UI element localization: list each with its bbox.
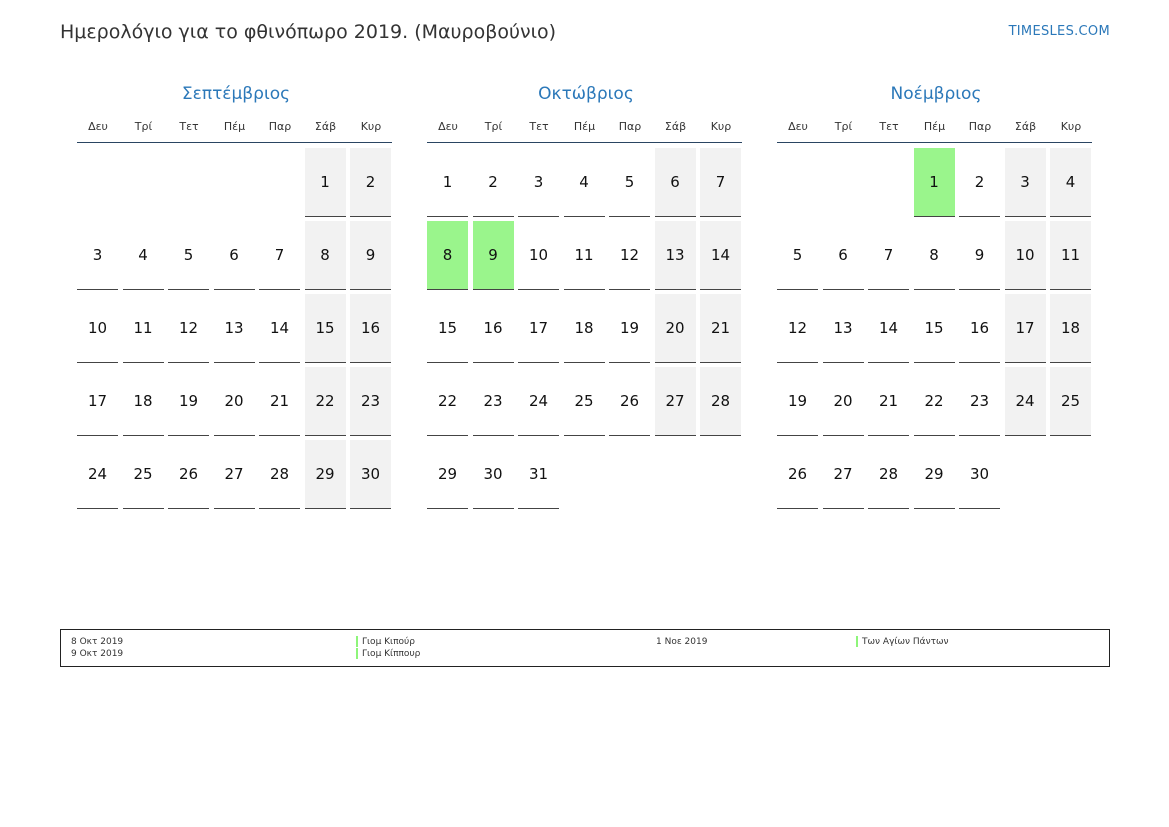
holiday-day-cell[interactable]: 9 <box>473 221 514 290</box>
day-cell[interactable]: 8 <box>914 221 955 290</box>
day-cell[interactable]: 18 <box>564 294 605 363</box>
day-cell[interactable]: 22 <box>427 367 468 436</box>
day-cell[interactable]: 9 <box>959 221 1000 290</box>
day-cell[interactable]: 25 <box>564 367 605 436</box>
day-cell[interactable]: 19 <box>777 367 818 436</box>
day-cell[interactable]: 19 <box>609 294 650 363</box>
day-cell[interactable]: 6 <box>823 221 864 290</box>
day-cell[interactable]: 6 <box>214 221 255 290</box>
day-cell[interactable]: 12 <box>609 221 650 290</box>
day-cell[interactable]: 27 <box>823 440 864 509</box>
day-cell[interactable]: 10 <box>518 221 559 290</box>
day-cell[interactable]: 20 <box>823 367 864 436</box>
day-cell[interactable]: 22 <box>305 367 346 436</box>
day-cell[interactable]: 6 <box>655 148 696 217</box>
weekday-label: Κυρ <box>710 120 732 133</box>
day-cell[interactable]: 30 <box>350 440 391 509</box>
legend-holiday-name: Γιομ Κιπούρ <box>356 636 415 648</box>
day-cell[interactable]: 4 <box>1050 148 1091 217</box>
day-cell[interactable]: 26 <box>609 367 650 436</box>
weekday-label: Τρί <box>484 120 503 133</box>
legend-date: 9 Οκτ 2019 <box>71 649 124 659</box>
day-cell[interactable]: 10 <box>77 294 118 363</box>
day-cell[interactable]: 11 <box>1050 221 1091 290</box>
day-cell[interactable]: 29 <box>427 440 468 509</box>
day-cell[interactable]: 5 <box>777 221 818 290</box>
header-divider <box>427 142 742 143</box>
weekday-label: Κυρ <box>1060 120 1082 133</box>
day-cell[interactable]: 20 <box>214 367 255 436</box>
day-cell[interactable]: 2 <box>473 148 514 217</box>
weekday-label: Πέμ <box>223 120 246 133</box>
day-cell[interactable]: 12 <box>168 294 209 363</box>
site-link[interactable]: TIMESLES.COM <box>1008 24 1110 39</box>
day-cell[interactable]: 26 <box>777 440 818 509</box>
weekday-label: Σάβ <box>314 120 337 133</box>
day-cell[interactable]: 16 <box>959 294 1000 363</box>
day-cell[interactable]: 26 <box>168 440 209 509</box>
day-cell[interactable]: 13 <box>823 294 864 363</box>
legend-date: 8 Οκτ 2019 <box>71 637 124 647</box>
day-cell[interactable]: 12 <box>777 294 818 363</box>
day-cell[interactable]: 5 <box>609 148 650 217</box>
day-cell[interactable]: 14 <box>259 294 300 363</box>
day-cell[interactable]: 25 <box>123 440 164 509</box>
weekday-label: Δευ <box>788 120 808 133</box>
day-cell[interactable]: 24 <box>518 367 559 436</box>
day-cell[interactable]: 17 <box>1005 294 1046 363</box>
day-cell[interactable]: 30 <box>959 440 1000 509</box>
weekday-label: Τετ <box>179 120 199 133</box>
month-name: Νοέμβριος <box>890 84 982 104</box>
day-cell[interactable]: 25 <box>1050 367 1091 436</box>
day-cell[interactable]: 23 <box>473 367 514 436</box>
month-calendar <box>777 84 1095 483</box>
header-divider <box>77 142 392 143</box>
day-cell[interactable]: 18 <box>1050 294 1091 363</box>
day-cell[interactable]: 14 <box>868 294 909 363</box>
page-title: Ημερολόγιο για το φθινόπωρο 2019. (Μαυροβούνιο) <box>60 21 557 43</box>
day-cell[interactable]: 30 <box>473 440 514 509</box>
legend-holiday-name: Γιομ Κίππουρ <box>356 648 420 660</box>
weekday-label: Σάβ <box>1014 120 1037 133</box>
day-cell[interactable]: 11 <box>123 294 164 363</box>
day-cell[interactable]: 23 <box>350 367 391 436</box>
weekday-label: Τετ <box>529 120 549 133</box>
weekday-header <box>77 120 395 144</box>
day-cell[interactable]: 4 <box>123 221 164 290</box>
day-cell[interactable]: 2 <box>350 148 391 217</box>
month-name: Οκτώβριος <box>538 84 634 104</box>
day-cell[interactable]: 7 <box>700 148 741 217</box>
day-cell[interactable]: 24 <box>1005 367 1046 436</box>
holiday-legend <box>60 629 1110 667</box>
day-cell[interactable]: 21 <box>700 294 741 363</box>
day-cell[interactable]: 29 <box>914 440 955 509</box>
day-cell[interactable]: 28 <box>868 440 909 509</box>
day-cell[interactable]: 9 <box>350 221 391 290</box>
day-cell[interactable]: 17 <box>518 294 559 363</box>
day-cell[interactable]: 15 <box>427 294 468 363</box>
day-cell[interactable]: 7 <box>259 221 300 290</box>
day-cell[interactable]: 21 <box>259 367 300 436</box>
day-cell[interactable]: 1 <box>427 148 468 217</box>
day-cell[interactable]: 18 <box>123 367 164 436</box>
weekday-label: Πέμ <box>923 120 946 133</box>
day-cell[interactable]: 10 <box>1005 221 1046 290</box>
weekday-header <box>777 120 1095 144</box>
day-cell[interactable]: 31 <box>518 440 559 509</box>
month-calendar <box>77 84 395 483</box>
weekday-label: Τρί <box>834 120 853 133</box>
day-cell[interactable]: 5 <box>168 221 209 290</box>
day-cell[interactable]: 8 <box>305 221 346 290</box>
day-cell[interactable]: 27 <box>655 367 696 436</box>
day-cell[interactable]: 27 <box>214 440 255 509</box>
day-cell[interactable]: 7 <box>868 221 909 290</box>
weekday-label: Παρ <box>968 120 992 133</box>
weekday-label: Πέμ <box>573 120 596 133</box>
day-cell[interactable]: 3 <box>1005 148 1046 217</box>
day-cell[interactable]: 15 <box>305 294 346 363</box>
weekday-label: Κυρ <box>360 120 382 133</box>
day-cell[interactable]: 28 <box>700 367 741 436</box>
day-cell[interactable]: 29 <box>305 440 346 509</box>
day-cell[interactable]: 3 <box>77 221 118 290</box>
month-calendar <box>427 84 745 483</box>
weekday-label: Δευ <box>438 120 458 133</box>
day-cell[interactable]: 11 <box>564 221 605 290</box>
day-cell[interactable]: 13 <box>214 294 255 363</box>
month-name: Σεπτέμβριος <box>181 84 291 104</box>
day-cell[interactable]: 16 <box>473 294 514 363</box>
weekday-label: Δευ <box>88 120 108 133</box>
day-cell[interactable]: 1 <box>305 148 346 217</box>
day-cell[interactable]: 28 <box>259 440 300 509</box>
day-cell[interactable]: 19 <box>168 367 209 436</box>
legend-date: 1 Νοε 2019 <box>656 637 708 647</box>
day-cell[interactable]: 3 <box>518 148 559 217</box>
weekday-label: Παρ <box>268 120 292 133</box>
day-cell[interactable]: 4 <box>564 148 605 217</box>
weekday-label: Σάβ <box>664 120 687 133</box>
weekday-label: Τρί <box>134 120 153 133</box>
day-cell[interactable]: 14 <box>700 221 741 290</box>
header-divider <box>777 142 1092 143</box>
day-cell[interactable]: 2 <box>959 148 1000 217</box>
day-cell[interactable]: 23 <box>959 367 1000 436</box>
day-cell[interactable]: 22 <box>914 367 955 436</box>
day-cell[interactable]: 17 <box>77 367 118 436</box>
day-cell[interactable]: 21 <box>868 367 909 436</box>
day-cell[interactable]: 13 <box>655 221 696 290</box>
holiday-day-cell[interactable]: 1 <box>914 148 955 217</box>
day-cell[interactable]: 15 <box>914 294 955 363</box>
weekday-label: Τετ <box>879 120 899 133</box>
holiday-day-cell[interactable]: 8 <box>427 221 468 290</box>
legend-holiday-name: Των Αγίων Πάντων <box>856 636 949 648</box>
weekday-header <box>427 120 745 144</box>
day-cell[interactable]: 20 <box>655 294 696 363</box>
weekday-label: Παρ <box>618 120 642 133</box>
day-cell[interactable]: 24 <box>77 440 118 509</box>
day-cell[interactable]: 16 <box>350 294 391 363</box>
